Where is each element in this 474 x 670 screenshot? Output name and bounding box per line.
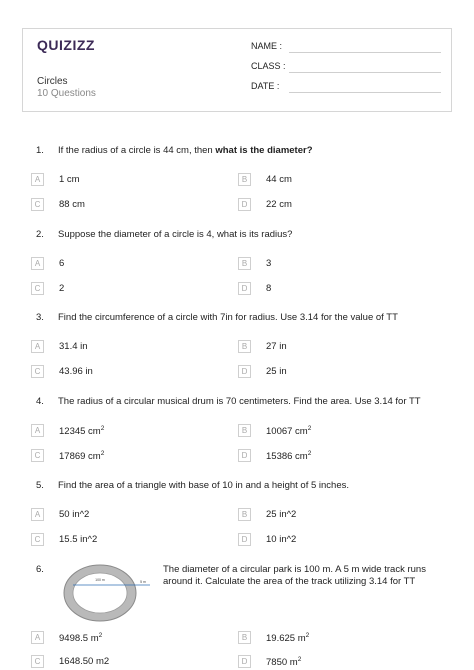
option-value: 1648.50 m2 [59,656,110,667]
option-letter: A [31,340,44,353]
option-value: 2 [59,283,65,294]
option-value-text: 15386 cm [266,451,308,462]
class-line[interactable] [289,72,441,73]
option-value: 44 cm [266,174,292,185]
question-number: 2. [36,229,44,240]
question-number: 3. [36,312,44,323]
class-field[interactable] [251,61,441,75]
date-line[interactable] [289,92,441,93]
option-letter: B [238,173,251,186]
name-line[interactable] [289,52,441,53]
worksheet-header [22,28,452,112]
option-value-text: 12345 cm [59,426,101,437]
question-text-bold: what is the diameter? [215,145,313,156]
option-value-exponent: 2 [307,425,312,432]
name-field[interactable] [251,41,441,55]
track-width-label: 5 m [140,580,146,584]
question-count: 10 Questions [37,88,96,99]
option-value-exponent: 2 [100,450,105,457]
option-letter: A [31,508,44,521]
option-value: 25 in [266,366,287,377]
question-number: 4. [36,396,44,407]
option-letter: C [31,198,44,211]
option-value: 43.96 in [59,366,93,377]
option-value: 22 cm [266,199,292,210]
option-value: 50 in^2 [59,509,90,520]
track-diagram [62,562,154,624]
option-letter: A [31,631,44,644]
option-value: 25 in^2 [266,509,297,520]
diameter-label: 100 m [95,578,105,582]
option-value [266,632,309,644]
name-label: NAME : [251,41,283,51]
option-value [59,632,102,644]
option-letter: B [238,631,251,644]
question-number: 5. [36,480,44,491]
date-field[interactable] [251,81,441,95]
option-value-text: 10067 cm [266,426,308,437]
option-value: 15.5 in^2 [59,534,98,545]
option-letter: D [238,365,251,378]
option-letter: D [238,655,251,668]
option-letter: A [31,173,44,186]
quizizz-logo: QUIZIZZ [37,37,95,53]
option-value: 27 in [266,341,287,352]
option-value: 3 [266,258,272,269]
option-value: 31.4 in [59,341,88,352]
option-letter: B [238,257,251,270]
question-text: Find the circumference of a circle with 7in for radius. Use 3.14 for the value of TT [58,312,398,323]
date-label: DATE : [251,81,280,91]
circular-park-figure [62,562,154,624]
option-value-text: 17869 cm [59,451,101,462]
option-value-text: 9498.5 m [59,633,99,644]
option-value [266,450,311,462]
option-letter: C [31,533,44,546]
option-value: 6 [59,258,65,269]
option-letter: A [31,424,44,437]
option-value: 1 cm [59,174,80,185]
question-text: Find the area of a triangle with base of 10 in and a height of 5 inches. [58,480,349,491]
option-value-exponent: 2 [100,425,105,432]
option-value [266,656,301,668]
option-value-exponent: 2 [307,450,312,457]
option-letter: D [238,198,251,211]
option-letter: D [238,533,251,546]
option-value: 88 cm [59,199,85,210]
option-value-text: 19.625 m [266,633,306,644]
question-text [58,145,448,157]
question-text: Suppose the diameter of a circle is 4, what is its radius? [58,229,293,240]
option-value [266,425,311,437]
option-letter: D [238,449,251,462]
question-text-plain: If the radius of a circle is 44 cm, then [58,145,216,156]
option-value-exponent: 2 [297,656,302,663]
question-text: The radius of a circular musical drum is 70 centimeters. Find the area. Use 3.14 for TT [58,396,421,407]
option-letter: C [31,282,44,295]
option-value: 10 in^2 [266,534,297,545]
option-value [59,450,104,462]
worksheet-title: Circles [37,76,68,87]
option-letter: B [238,508,251,521]
option-letter: B [238,340,251,353]
option-letter: A [31,257,44,270]
option-letter: D [238,282,251,295]
option-letter: C [31,365,44,378]
option-letter: B [238,424,251,437]
option-value [59,425,104,437]
option-letter: C [31,449,44,462]
option-value-exponent: 2 [305,632,310,639]
question-number: 1. [36,145,44,156]
option-value: 8 [266,283,272,294]
option-value-exponent: 2 [98,632,103,639]
class-label: CLASS : [251,61,286,71]
option-letter: C [31,655,44,668]
question-text: The diameter of a circular park is 100 m. A 5 m wide track runs around it. Calculate the area of the track utilizing 3.14 for TT [163,564,426,587]
option-value-text: 7850 m [266,657,298,668]
question-number: 6. [36,564,44,575]
